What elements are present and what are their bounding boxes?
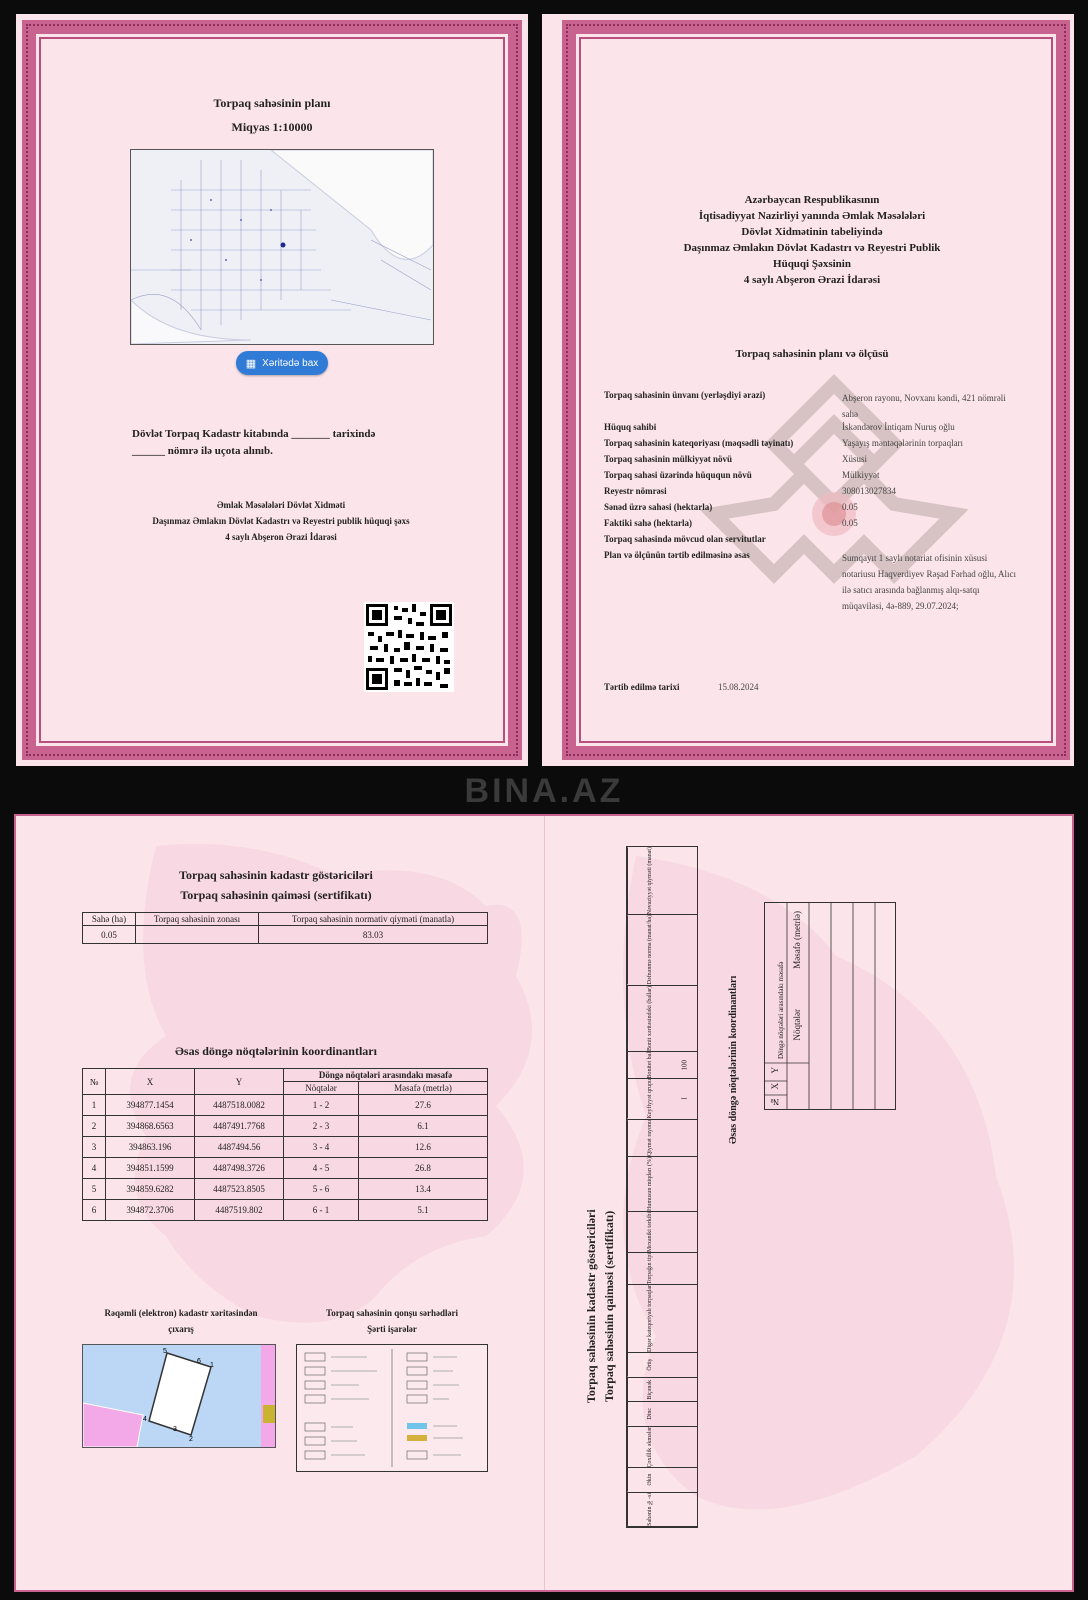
cell-point-no: 1 (83, 1095, 106, 1116)
cell-point-x: 394851.1599 (106, 1158, 195, 1179)
plot-point-4: 4 (143, 1416, 147, 1423)
ecadastre-map (82, 1344, 276, 1448)
cell-point-no: 6 (83, 1200, 106, 1221)
legend-graphic (297, 1345, 487, 1471)
coords-body (83, 1095, 488, 1221)
rot-col-y: Y (770, 1067, 780, 1074)
field-value-address: Abşeron rayonu, Novxanı kəndi, 421 nömrəli sahə (842, 393, 1006, 419)
col-no: № (83, 1069, 106, 1095)
header-line-4: Daşınmaz Əmlakın Dövlət Kadastrı və Reyestri Publik (683, 242, 941, 254)
coords-table (82, 1068, 488, 1221)
rotated-coords-title: Əsas döngə nöqtələrinin koordinantları (728, 975, 739, 1145)
land-quality-header: Əkin (627, 1468, 672, 1492)
land-quality-header: Bonit xəritəsindəki (ballar) (627, 986, 672, 1051)
bina-watermark: BINA.AZ (464, 772, 624, 810)
col-zone: Torpaq sahəsinin zonası (136, 913, 259, 926)
plan-title: Torpaq sahəsinin planı (213, 96, 331, 110)
field-label-right-type: Torpaq sahəsi üzərində hüququn növü (604, 470, 752, 480)
map-graphic (131, 150, 433, 344)
field-label-actual-area: Faktiki sahə (hektarla) (604, 518, 693, 528)
view-on-map-button[interactable] (236, 351, 328, 375)
col-normative-price: Torpaq sahəsinin normativ qiyməti (manatla) (259, 913, 488, 926)
cell-point-pair: 1 - 2 (284, 1095, 359, 1116)
cell-normative-price: 83.03 (259, 926, 488, 944)
field-value-right-type: Mülkiyyət (842, 470, 880, 480)
compile-date-label: Tərtib edilmə tarixi (604, 682, 680, 692)
land-quality-value (672, 986, 697, 1051)
land-quality-value (672, 1120, 697, 1156)
footer-line-3: 4 saylı Abşeron Ərazi İdarəsi (225, 532, 337, 542)
ecadastre-graphic (83, 1345, 275, 1447)
land-quality-value (672, 915, 697, 984)
header-line-6: 4 saylı Abşeron Ərazi İdarəsi (743, 274, 881, 286)
land-quality-row (627, 1052, 697, 1080)
land-quality-value (672, 1253, 697, 1284)
col-x: X (106, 1069, 195, 1095)
rot-col-x: X (770, 1083, 780, 1090)
cell-point-x: 394863.196 (106, 1137, 195, 1158)
plot-point-5: 5 (163, 1348, 167, 1355)
long-table-rows (627, 847, 697, 1527)
land-quality-value (672, 1378, 697, 1402)
rot-col-points: Nöqtələr (792, 1009, 802, 1041)
table-row (83, 1200, 488, 1221)
footer-line-1: Əmlak Məsələləri Dövlət Xidməti (216, 500, 346, 510)
land-quality-header: Biçənək (627, 1378, 672, 1402)
table-row (83, 1179, 488, 1200)
land-quality-row (627, 1427, 697, 1469)
field-value-basis: Sumqayıt 1 saylı notariat ofisinin xüsusi notariusu Haqverdiyev Rəşad Fərhad oğlu, Alıcı ilə satıcı arasında bağlanmış alqı-satqı müqaviləsi, 4ə-889, 29.07.2024; (842, 553, 1016, 611)
location-map (130, 149, 434, 345)
cell-point-x: 394877.1454 (106, 1095, 195, 1116)
land-quality-row (627, 1212, 697, 1253)
cell-point-distance: 13.4 (359, 1179, 488, 1200)
col-area: Sahə (ha) (83, 913, 136, 926)
coords-title: Əsas döngə nöqtələrinin koordinantları (175, 1044, 377, 1058)
rotated-title-2: Torpaq sahəsinin qaiməsi (sertifikatı) (602, 1210, 616, 1402)
plot-point-3: 3 (173, 1426, 177, 1433)
plot-point-6: 6 (197, 1358, 201, 1365)
land-quality-row (627, 1157, 697, 1212)
rot-col-distance: Məsafə (metrlə) (792, 911, 802, 969)
certificate-title: Torpaq sahəsinin qaiməsi (sertifikatı) (180, 888, 372, 902)
land-quality-header: Dəfnənmə norma (manat/ha) (627, 915, 672, 984)
field-label-address: Torpaq sahəsinin ünvanı (yerləşdiyi ərazi) (604, 390, 766, 400)
land-quality-value (672, 1468, 697, 1492)
table-row (83, 1158, 488, 1179)
field-label-basis: Plan və ölçünün tərtib edilməsinə əsas (604, 550, 750, 560)
cell-point-no: 4 (83, 1158, 106, 1179)
cell-point-pair: 5 - 6 (284, 1179, 359, 1200)
land-quality-value: 100 (680, 1059, 689, 1071)
indicators-title: Torpaq sahəsinin kadastr göstəriciləri (179, 868, 373, 882)
cell-point-y: 4487498.3726 (195, 1158, 284, 1179)
land-quality-value (672, 1212, 697, 1252)
header-line-2: İqtisadiyyat Nazirliyi yanında Əmlak Məsələləri (698, 210, 926, 222)
field-label-servitudes: Torpaq sahəsində mövcud olan servitutlar (604, 534, 766, 544)
cell-point-no: 2 (83, 1116, 106, 1137)
cell-point-y: 4487491.7768 (195, 1116, 284, 1137)
cell-point-y: 4487518.0082 (195, 1095, 284, 1116)
plot-point-2: 2 (189, 1436, 193, 1443)
cell-point-y: 4487494.56 (195, 1137, 284, 1158)
cell-point-y: 4487523.8505 (195, 1179, 284, 1200)
field-value-actual-area: 0.05 (842, 518, 858, 528)
land-quality-row (627, 1353, 697, 1378)
land-quality-header: Torpağın tipi (627, 1253, 672, 1284)
neighbors-title-1: Torpaq sahəsinin qonşu sərhədləri (326, 1308, 458, 1318)
land-quality-header: Nəvaziyyət qiyməti (manat) (627, 847, 672, 914)
cell-point-no: 3 (83, 1137, 106, 1158)
ecadastre-title-1: Rəqəmli (elektron) kadastr xəritəsindən (104, 1308, 258, 1318)
cell-point-x: 394859.6282 (106, 1179, 195, 1200)
land-quality-table (626, 846, 698, 1528)
land-quality-header: Bonitet bal (627, 1052, 672, 1079)
field-label-registry-number: Reyestr nömrəsi (604, 486, 667, 496)
field-value-document-area: 0.05 (842, 502, 858, 512)
land-quality-header: Keyfiyyət qrupu (627, 1079, 672, 1119)
left-page (16, 14, 528, 766)
map-icon: ▦ (245, 357, 257, 370)
col-distance: Məsafə (metrlə) (359, 1082, 488, 1095)
table-row (83, 1116, 488, 1137)
legend-box (296, 1344, 488, 1472)
land-quality-value: I (680, 1097, 689, 1101)
cell-zone (136, 926, 259, 944)
cell-point-pair: 2 - 3 (284, 1116, 359, 1137)
col-distance-group: Döngə nöqtələri arasındakı məsafə (284, 1069, 488, 1082)
view-on-map-label: Xəritədə bax (262, 357, 319, 369)
rotated-title-1: Torpaq sahəsinin kadastr göstəriciləri (584, 1209, 598, 1403)
field-value-registry-number: 308013027834 (842, 486, 896, 496)
col-points: Nöqtələr (284, 1082, 359, 1095)
rotated-coords-table (764, 902, 896, 1110)
header-line-3: Dövlət Xidmətinin tabeliyində (741, 226, 883, 238)
land-quality-header: Qiymət rayonu (627, 1120, 672, 1156)
land-quality-value (672, 1157, 697, 1211)
land-quality-row (627, 1120, 697, 1157)
registry-line-2: ______ nömrə ilə uçota alınıb. (132, 445, 273, 457)
land-quality-row (627, 1468, 697, 1493)
field-label-owner: Hüquq sahibi (604, 422, 657, 432)
cell-point-pair: 4 - 5 (284, 1158, 359, 1179)
field-value-owner: İskəndərov İntiqam Nuruş oğlu (842, 422, 955, 432)
cell-area: 0.05 (83, 926, 136, 944)
cell-point-y: 4487519.802 (195, 1200, 284, 1221)
field-label-category: Torpaq sahəsinin kateqoriyası (məqsədli təyinatı) (604, 438, 794, 448)
land-quality-header: Dinc (627, 1402, 672, 1426)
field-label-document-area: Sənəd üzrə sahəsi (hektarla) (604, 502, 713, 512)
land-quality-header: Sahənin №-si (627, 1493, 672, 1526)
land-quality-row (627, 1402, 697, 1427)
land-quality-row (627, 1378, 697, 1403)
cell-point-distance: 5.1 (359, 1200, 488, 1221)
land-quality-row (627, 1253, 697, 1285)
land-quality-row (627, 915, 697, 985)
cell-point-pair: 3 - 4 (284, 1137, 359, 1158)
qr-code-graphic (364, 602, 454, 692)
cell-point-pair: 6 - 1 (284, 1200, 359, 1221)
compile-date-value: 15.08.2024 (718, 682, 759, 692)
registry-line-1: Dövlət Torpaq Kadastr kitabında _______ tarixində (132, 428, 376, 440)
land-quality-value (672, 847, 697, 914)
land-quality-value (672, 1493, 697, 1526)
rot-col-group: Döngə nöqtələri arasındakı məsafə (777, 961, 785, 1059)
rot-col-no: № (770, 1097, 780, 1107)
ecadastre-title-2: çıxarış (168, 1324, 194, 1334)
land-quality-value (672, 1285, 697, 1352)
cell-point-x: 394868.6563 (106, 1116, 195, 1137)
cell-point-x: 394872.3706 (106, 1200, 195, 1221)
header-line-1: Azərbaycan Respublikasının (744, 194, 880, 206)
indicators-table (82, 912, 488, 944)
header-line-5: Hüquqi Şəxsinin (773, 258, 851, 270)
land-quality-row (627, 986, 697, 1052)
field-value-category: Yaşayış məntəqələrinin torpaqları (842, 438, 964, 448)
land-quality-header: Digər kateqoriyalı torpaqlar (627, 1285, 672, 1352)
field-value-ownership-type: Xüsusi (842, 454, 868, 464)
cell-point-no: 5 (83, 1179, 106, 1200)
land-quality-row (627, 847, 697, 915)
land-quality-value (672, 1402, 697, 1426)
field-label-ownership-type: Torpaq sahəsinin mülkiyyət növü (604, 454, 732, 464)
land-quality-header: Mexaniki tərkibi (627, 1212, 672, 1252)
qr-code[interactable] (364, 602, 454, 692)
land-quality-value (672, 1353, 697, 1377)
table-row (83, 1095, 488, 1116)
cell-point-distance: 27.6 (359, 1095, 488, 1116)
section-title: Torpaq sahəsinin planı və ölçüsü (735, 348, 889, 360)
land-quality-header: Çoxillik əkmələr (627, 1427, 672, 1468)
footer-line-2: Daşınmaz Əmlakın Dövlət Kadastrı və Reyestri publik hüquqi şəxs (152, 516, 410, 526)
cell-point-distance: 6.1 (359, 1116, 488, 1137)
cell-point-distance: 12.6 (359, 1137, 488, 1158)
land-quality-header: Humusun miqdarı (%) (627, 1157, 672, 1211)
land-quality-row (627, 1285, 697, 1353)
land-quality-row (627, 1079, 697, 1120)
table-row (83, 1137, 488, 1158)
plan-scale: Miqyas 1:10000 (231, 120, 313, 134)
land-quality-value (672, 1427, 697, 1468)
right-page (542, 14, 1074, 766)
land-quality-header: Örüş (627, 1353, 672, 1377)
col-y: Y (195, 1069, 284, 1095)
cell-point-distance: 26.8 (359, 1158, 488, 1179)
bottom-spread (14, 814, 1074, 1592)
land-quality-row (627, 1493, 697, 1527)
plot-point-1: 1 (210, 1362, 214, 1369)
fold-line (544, 816, 545, 1590)
neighbors-title-2: Şərti işarələr (367, 1324, 417, 1334)
